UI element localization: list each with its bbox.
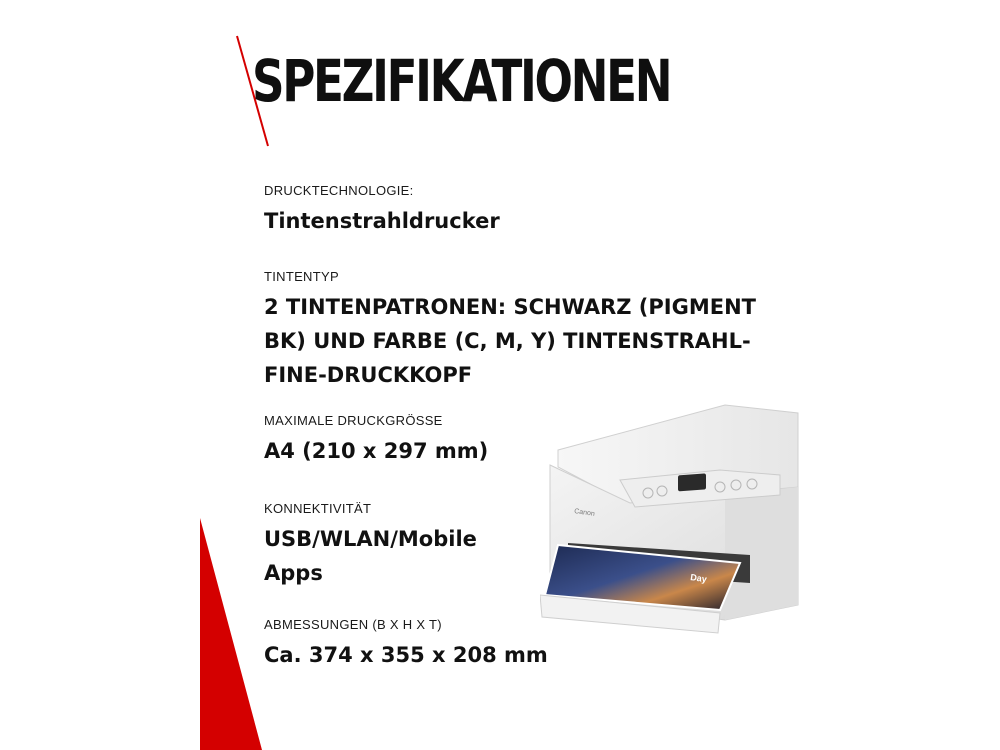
spec-value: A4 (210 x 297 mm): [264, 439, 489, 463]
spec-value: USB/WLAN/Mobile Apps: [264, 527, 477, 585]
red-corner-shape: [200, 518, 262, 750]
spec-label: TINTENTYP: [264, 269, 339, 284]
spec-ink-type: [264, 268, 774, 392]
spec-connectivity: [264, 500, 519, 590]
spec-label: DRUCKTECHNOLOGIE:: [264, 183, 414, 198]
spec-max-print-size: [264, 412, 564, 468]
svg-text:Canon: Canon: [573, 508, 596, 518]
svg-text:Day: Day: [689, 572, 708, 585]
spec-sheet: [200, 0, 800, 750]
spec-print-technology: [264, 182, 764, 238]
page-title: SPEZIFIKATIONEN: [252, 47, 671, 115]
spec-label: MAXIMALE DRUCKGRÖSSE: [264, 413, 443, 428]
spec-value: Ca. 374 x 355 x 208 mm: [264, 643, 548, 667]
spec-value: 2 TINTENPATRONEN: SCHWARZ (PIGMENT BK) UND FARBE (C, M, Y) TINTENSTRAHL-FINE-DRUCKKOPF: [264, 295, 756, 387]
spec-label: KONNEKTIVITÄT: [264, 501, 372, 516]
spec-value: Tintenstrahldrucker: [264, 209, 500, 233]
printer-icon: [540, 395, 800, 640]
spec-label: ABMESSUNGEN (B X H X T): [264, 617, 442, 632]
